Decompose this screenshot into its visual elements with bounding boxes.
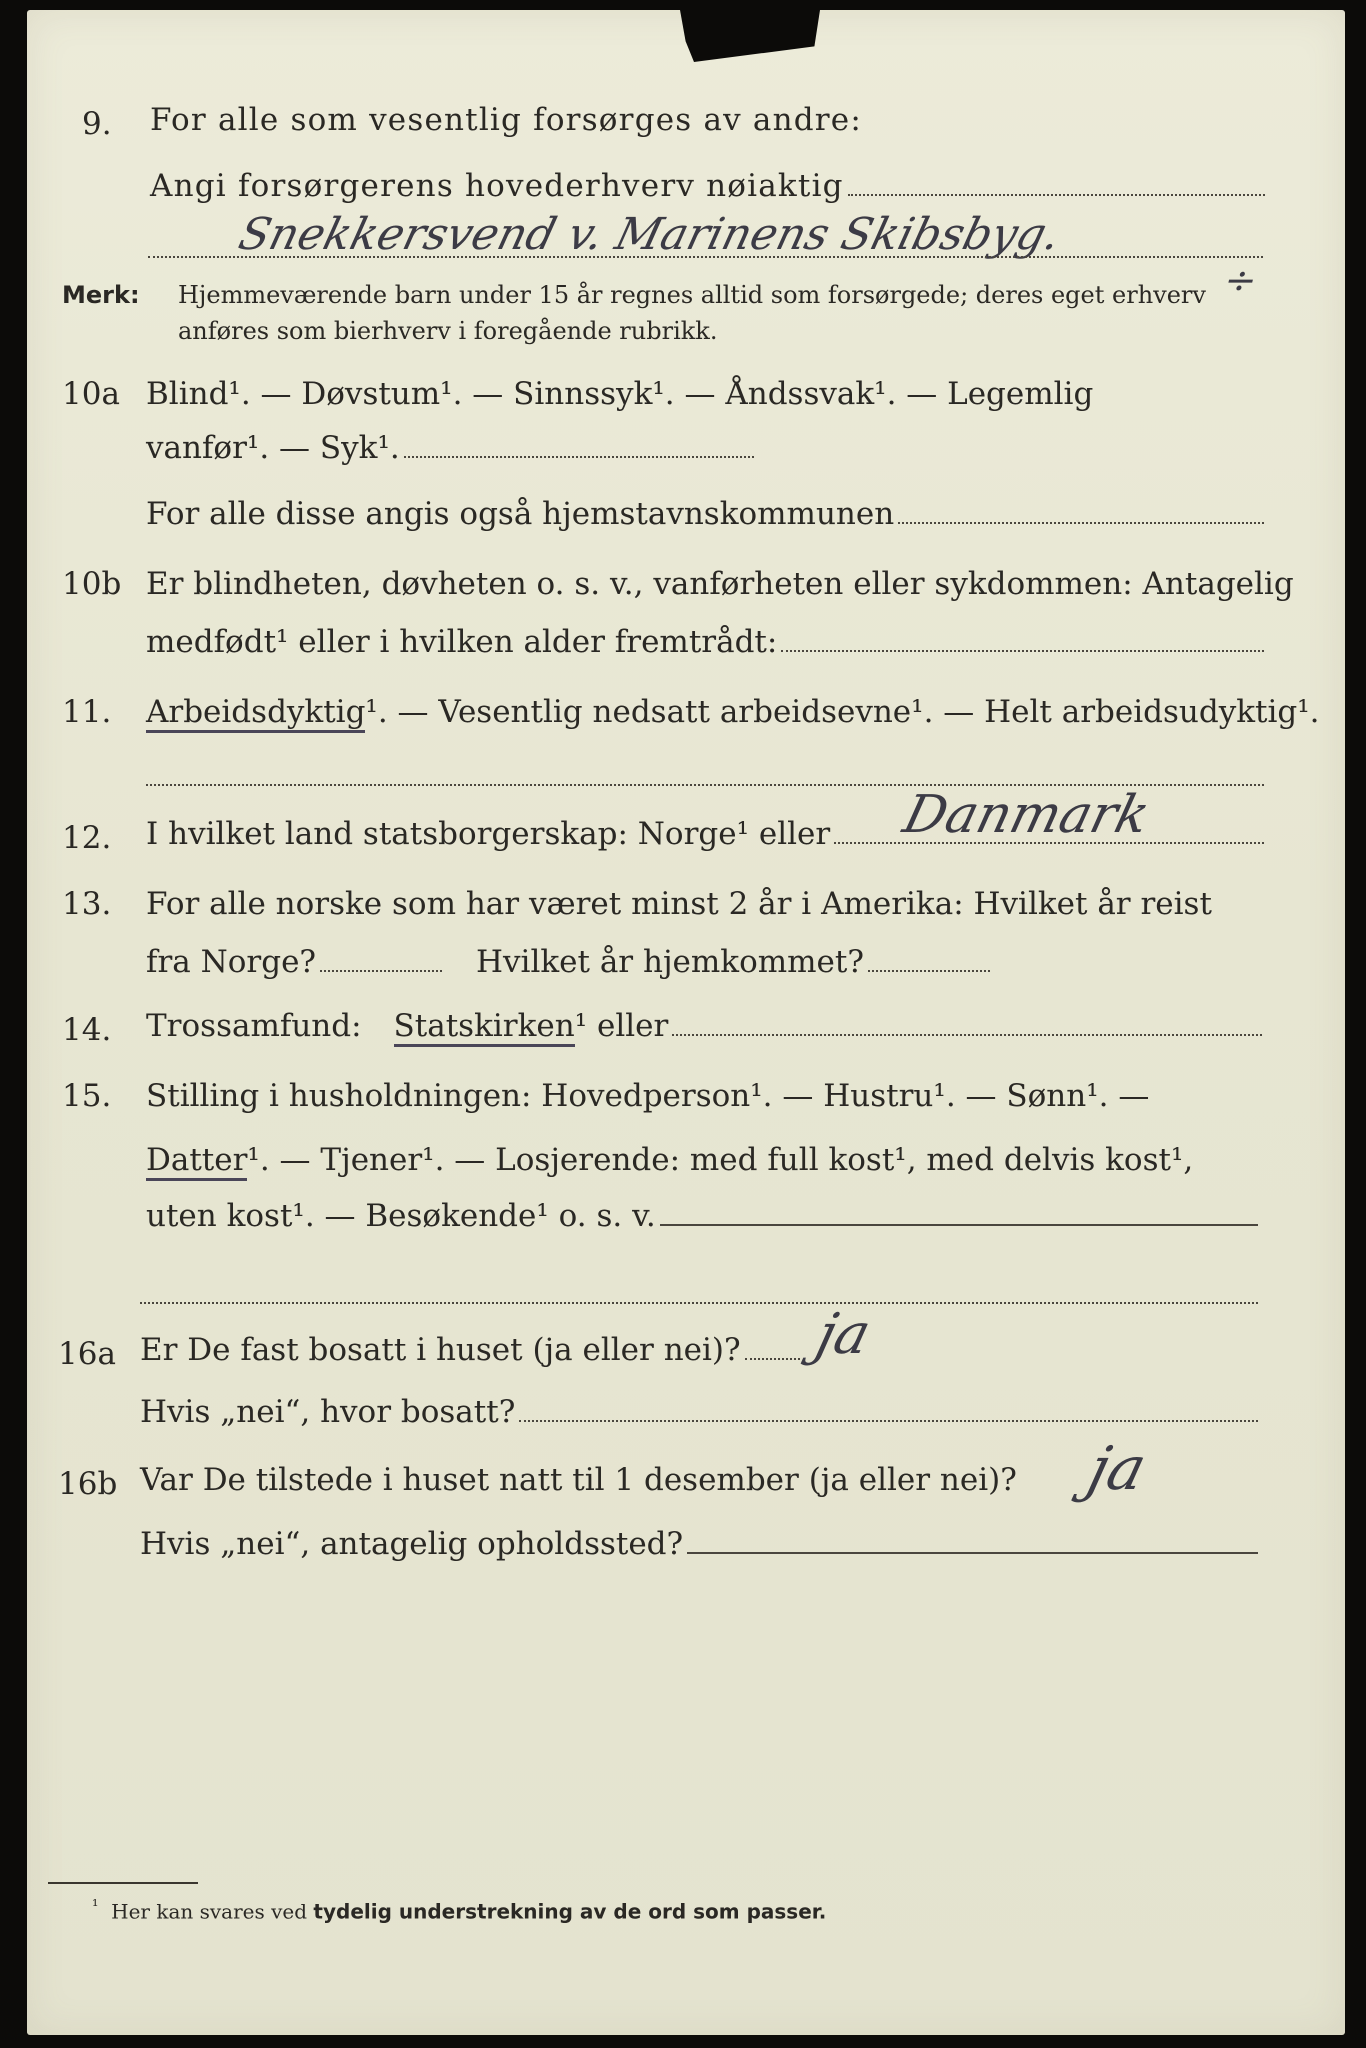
footnote-bold-text: tydelig understrekning av de ord som passer. (313, 1899, 827, 1924)
q10a-fill-line (404, 456, 754, 458)
q14-post: ¹ eller (574, 1008, 669, 1044)
q13-number: 13. (62, 886, 112, 922)
q13-line1: For alle norske som har været minst 2 år i Amerika: Hvilket år reist (146, 886, 1212, 922)
q10b-line2 (146, 624, 1264, 660)
q11-line (146, 690, 1320, 734)
q14-number: 14. (62, 1012, 112, 1048)
q15-number: 15. (62, 1078, 112, 1114)
q15-line2 (146, 1138, 1193, 1182)
q10b-fill-line (781, 650, 1264, 652)
q9-text1: For alle som vesentlig forsørges av andre: (150, 102, 862, 138)
q13-text2a: fra Norge? (146, 944, 317, 980)
q13-line2b (476, 944, 990, 980)
q9-line1 (150, 102, 1265, 138)
merk-label: Merk: (62, 281, 140, 309)
q16a-bosatt-fill-line (519, 1420, 1258, 1422)
q12-text: I hvilket land statsborgerskap: Norge¹ eller (146, 816, 831, 852)
q9-handwritten-answer: Snekkersvend v. Marinens Skibsbyg. (233, 209, 1066, 260)
q13-hjemkommet-fill-line (868, 970, 990, 972)
q15-text3: uten kost¹. — Besøkende¹ o. s. v. (146, 1198, 656, 1234)
q15-line2-rest: ¹. — Tjener¹. — Losjerende: med full kost¹, med delvis kost¹, (247, 1142, 1194, 1178)
footnote-marker: ¹ (92, 1896, 99, 1915)
footnote (92, 1892, 826, 1926)
q16b-line1 (140, 1462, 1100, 1498)
footnote-rule (48, 1882, 198, 1884)
q16a-handwritten-answer: ja (810, 1302, 877, 1367)
merk-text2: anføres som bierhverv i foregående rubrikk. (178, 317, 718, 345)
q9-number: 9. (82, 106, 112, 142)
q10a-line2 (146, 430, 754, 466)
q16a-text1: Er De fast bosatt i huset (ja eller nei)? (140, 1332, 741, 1368)
q14-pre: Trossamfund: (146, 1008, 362, 1044)
q14-underlined-answer: Statskirken (394, 1008, 575, 1047)
q14-fill-line (672, 1034, 1262, 1036)
q13-reist-fill-line (320, 970, 442, 972)
q15-extra-fill-line (140, 1302, 1258, 1304)
q10b-line1: Er blindheten, døvheten o. s. v., vanførheten eller sykdommen: Antagelig (146, 566, 1294, 602)
q13-text2b: Hvilket år hjemkommet? (476, 944, 864, 980)
q11-underlined-answer: Arbeidsdyktig (146, 694, 365, 733)
merk-handwritten-mark: ÷ (1219, 258, 1263, 302)
q15-fill-line (660, 1224, 1258, 1226)
q16a-text2: Hvis „nei“, hvor bosatt? (140, 1394, 516, 1430)
q10a-number: 10a (62, 376, 120, 412)
q16a-line1 (140, 1332, 800, 1368)
q12-number: 12. (62, 820, 112, 856)
q15-line1: Stilling i husholdningen: Hovedperson¹. — Hustru¹. — Sønn¹. — (146, 1078, 1150, 1114)
q16a-line2 (140, 1394, 1258, 1430)
q16b-text2: Hvis „nei“, antagelig opholdssted? (140, 1526, 684, 1562)
q9-text2: Angi forsørgerens hovederhverv nøiaktig (150, 168, 844, 204)
q9-fill-line (848, 194, 1265, 196)
q16b-handwritten-answer: ja (1081, 1434, 1154, 1504)
q14-line (146, 1008, 1262, 1047)
q11-number: 11. (62, 694, 112, 730)
q16a-number: 16a (58, 1336, 116, 1372)
q10a-line3 (146, 496, 1264, 532)
q10a-hjemstavn-fill-line (898, 522, 1264, 524)
q16b-text1: Var De tilstede i huset natt til 1 desember (ja eller nei)? (140, 1462, 1017, 1498)
q12-handwritten-answer: Danmark (897, 785, 1156, 845)
q9-answer-line (148, 256, 1263, 258)
q16b-number: 16b (58, 1466, 118, 1502)
q16b-line2 (140, 1526, 1258, 1562)
q9-line2 (150, 168, 1265, 204)
q10a-text3: For alle disse angis også hjemstavnskommunen (146, 496, 895, 532)
q16a-fill-line (745, 1358, 800, 1360)
q13-line2a (146, 944, 442, 980)
merk-text1: Hjemmeværende barn under 15 år regnes alltid som forsørgede; deres eget erhverv (178, 281, 1206, 309)
footnote-text: Her kan svares ved (111, 1899, 308, 1924)
q11-rest: ¹. — Vesentlig nedsatt arbeidsevne¹. — Helt arbeidsudyktig¹. (365, 694, 1320, 730)
q15-underlined-answer: Datter (146, 1142, 247, 1181)
q16b-fill-line (687, 1552, 1258, 1554)
q10a-text2: vanfør¹. — Syk¹. (146, 430, 400, 466)
q15-line3 (146, 1198, 1258, 1234)
q10b-number: 10b (62, 566, 122, 602)
q10b-text2: medfødt¹ eller i hvilken alder fremtrådt: (146, 624, 778, 660)
q10a-line1: Blind¹. — Døvstum¹. — Sinnssyk¹. — Åndssvak¹. — Legemlig (146, 376, 1094, 412)
